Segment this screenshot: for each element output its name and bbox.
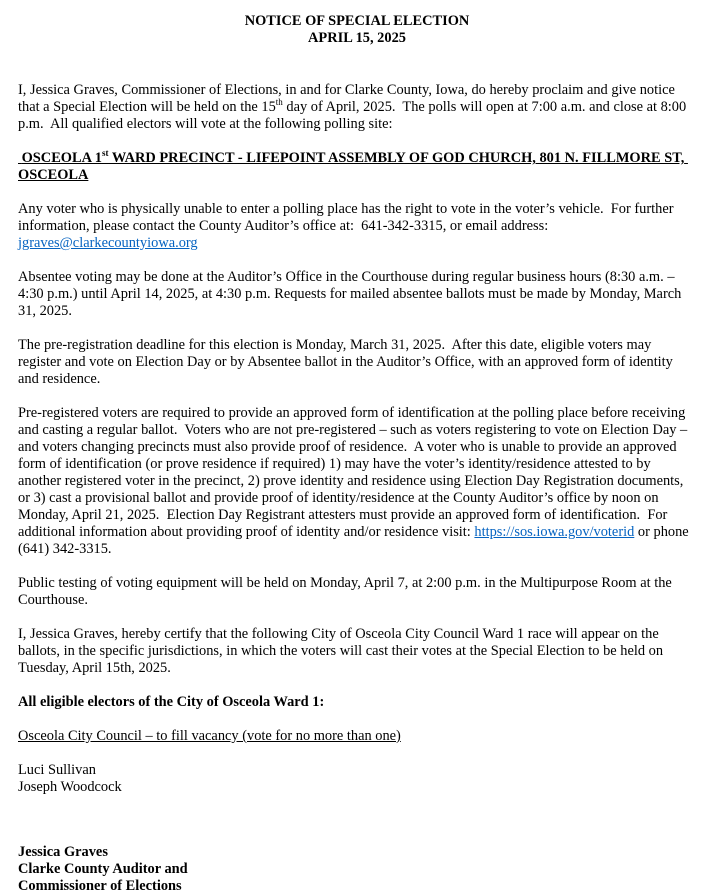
intro-text-before: I, Jessica Graves, Commissioner of Elections, in and for Clarke County, Iowa, do hereby proclaim and give notice that a Special Election will be held on the 15 bbox=[18, 82, 679, 115]
absentee-voting-paragraph: Absentee voting may be done at the Auditor’s Office in the Courthouse during regular business hours (8:30 a.m. – 4:30 p.m.) until April 14, 2025, at 4:30 p.m. Requests for mailed absentee ballots must be made by Monday, March 31, 2025. bbox=[18, 269, 685, 319]
intro-ordinal-suffix: th bbox=[275, 97, 283, 108]
intro-paragraph bbox=[18, 82, 696, 133]
intro-text-after: day of April, 2025. The polls will open at 7:00 a.m. and close at 8:00 p.m. All qualified electors will vote at the following polling site: bbox=[18, 99, 690, 132]
voterid-url-link[interactable]: https://sos.iowa.gov/voterid bbox=[474, 524, 635, 540]
vehicle-voting-paragraph bbox=[18, 201, 696, 252]
signature-title-line1: Clarke County Auditor and bbox=[18, 861, 188, 877]
signature-gap bbox=[18, 827, 696, 844]
certification-paragraph: I, Jessica Graves, hereby certify that the following City of Osceola City Council Ward 1 race will appear on the ballots, in the specific jurisdictions, in which the voters will cast their votes at the Special Election to be held on Tuesday, April 15th, 2025. bbox=[18, 626, 667, 676]
candidate-name: Joseph Woodcock bbox=[18, 779, 122, 795]
signature-title-line2: Commissioner of Elections bbox=[18, 878, 182, 894]
candidate-list bbox=[18, 762, 696, 796]
vehicle-voting-text: Any voter who is physically unable to enter a polling place has the right to vote in the voter’s vehicle. For further information, please contact the County Auditor’s office at: 641-342-3315, or email address: bbox=[18, 201, 678, 234]
auditor-email-link[interactable]: jgraves@clarkecountyiowa.org bbox=[18, 235, 198, 251]
document-title-block bbox=[18, 13, 696, 47]
polling-site-line bbox=[18, 150, 696, 184]
precinct-ordinal-suffix: st bbox=[101, 148, 109, 159]
signature-block bbox=[18, 844, 696, 895]
precinct-text-before: OSCEOLA 1 bbox=[18, 150, 102, 166]
document-date: APRIL 15, 2025 bbox=[308, 30, 406, 46]
precinct-text-after: WARD PRECINCT - LIFEPOINT ASSEMBLY OF GOD CHURCH, 801 N. FILLMORE ST, OSCEOLA bbox=[18, 150, 688, 183]
preregistration-paragraph: The pre-registration deadline for this election is Monday, March 31, 2025. After this date, eligible voters may register and vote on Election Day or by Absentee ballot in the Auditor’s Office, with an approved form of identity and residence. bbox=[18, 337, 677, 387]
identification-paragraph bbox=[18, 405, 696, 558]
public-testing-paragraph: Public testing of voting equipment will be held on Monday, April 7, at 2:00 p.m. in the Multipurpose Room at the Courthouse. bbox=[18, 575, 676, 608]
signature-name: Jessica Graves bbox=[18, 844, 108, 860]
candidate-name: Luci Sullivan bbox=[18, 762, 96, 778]
race-title-line: Osceola City Council – to fill vacancy (vote for no more than one) bbox=[18, 728, 401, 744]
document-title: NOTICE OF SPECIAL ELECTION bbox=[244, 13, 470, 29]
identification-text-after: or phone (641) 342-3315. bbox=[18, 524, 693, 557]
identification-text-before: Pre-registered voters are required to provide an approved form of identification at the polling place before receiving and casting a regular ballot. Voters who are not pre-registered – such as voters registering to vote on Election Day – and voters changing precincts must also provide proof of residence. A voter who is unable to provide an approved form of identification (or prove residence if required) 1) may have the voter’s identity/residence attested to by another registered voter in the precinct, 2) prove identity and residence using Election Day Registration documents, or 3) cast a provisional ballot and provide proof of identity/residence at the County Auditor’s office by noon on Monday, April 21, 2025. Election Day Registrant attesters must provide an approved form of identification. For additional information about providing proof of identity and/or residence visit: bbox=[18, 405, 691, 540]
electors-heading: All eligible electors of the City of Osceola Ward 1: bbox=[18, 694, 325, 710]
